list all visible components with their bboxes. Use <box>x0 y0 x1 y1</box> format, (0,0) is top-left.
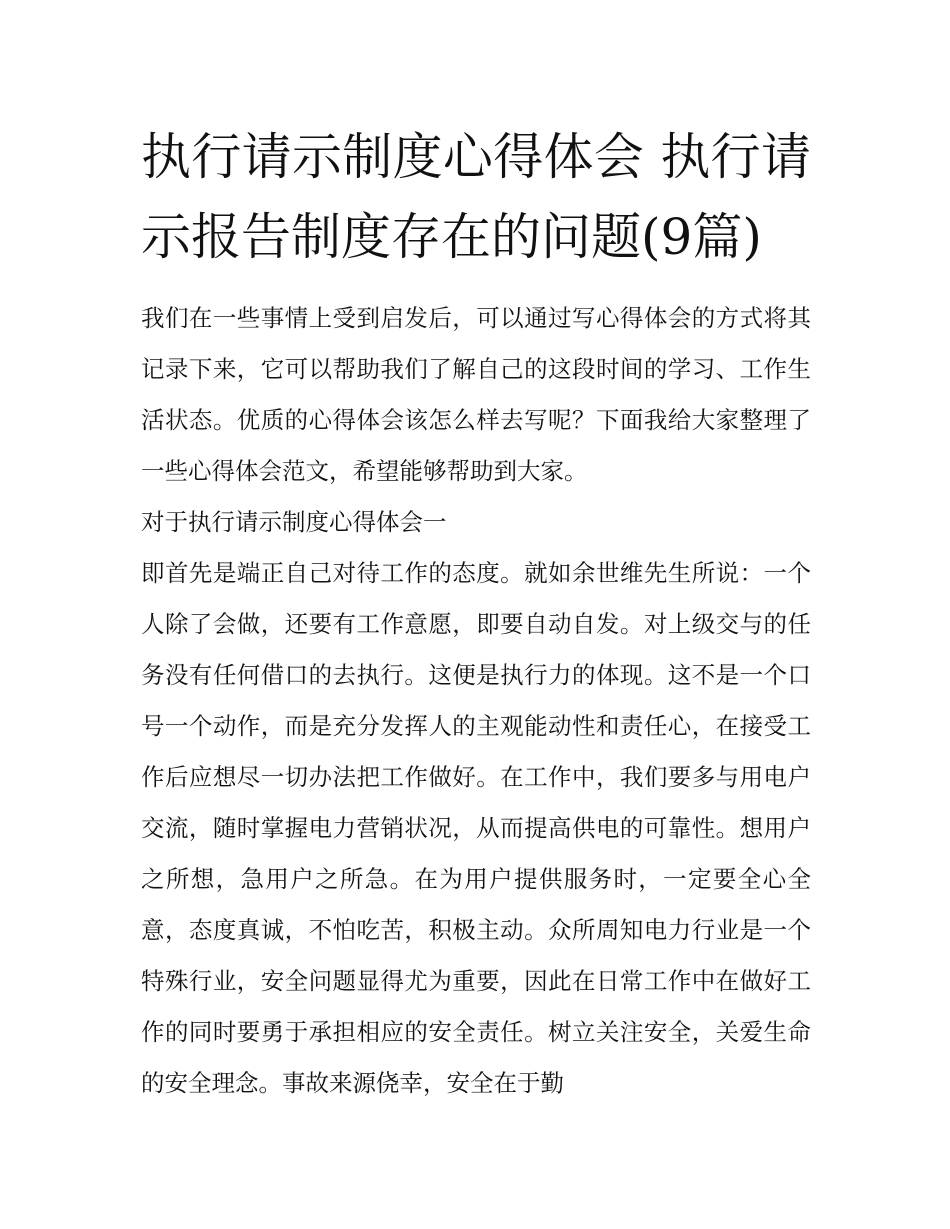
body-paragraph: 即首先是端正自己对待工作的态度。就如余世维先生所说：一个人除了会做，还要有工作意愿，即要自动自发。对上级交与的任务没有任何借口的去执行。这便是执行力的体现。这不是一个口号一个动作，而是充分发挥人的主观能动性和责任心，在接受工作后应想尽一切办法把工作做好。在工作中，我们要多与用电户交流，随时掌握电力营销状况，从而提高供电的可靠性。想用户之所想，急用户之所急。在为用户提供服务时，一定要全心全意，态度真诚，不怕吃苦，积极主动。众所周知电力行业是一个特殊行业，安全问题显得尤为重要，因此在日常工作中在做好工作的同时要勇于承担相应的安全责任。树立关注安全，关爱生命的安全理念。事故来源侥幸，安全在于勤 <box>141 559 811 1097</box>
document-title: 执行请示制度心得体会 执行请示报告制度存在的问题(9篇) <box>141 128 811 266</box>
document-content <box>141 117 811 1109</box>
section-heading: 对于执行请示制度心得体会一 <box>141 508 447 536</box>
intro-paragraph: 我们在一些事情上受到启发后，可以通过写心得体会的方式将其记录下来，它可以帮助我们了解自己的这段时间的学习、工作生活状态。优质的心得体会该怎么样去写呢？下面我给大家整理了一些心得体会范文，希望能够帮助到大家。 <box>141 304 811 485</box>
